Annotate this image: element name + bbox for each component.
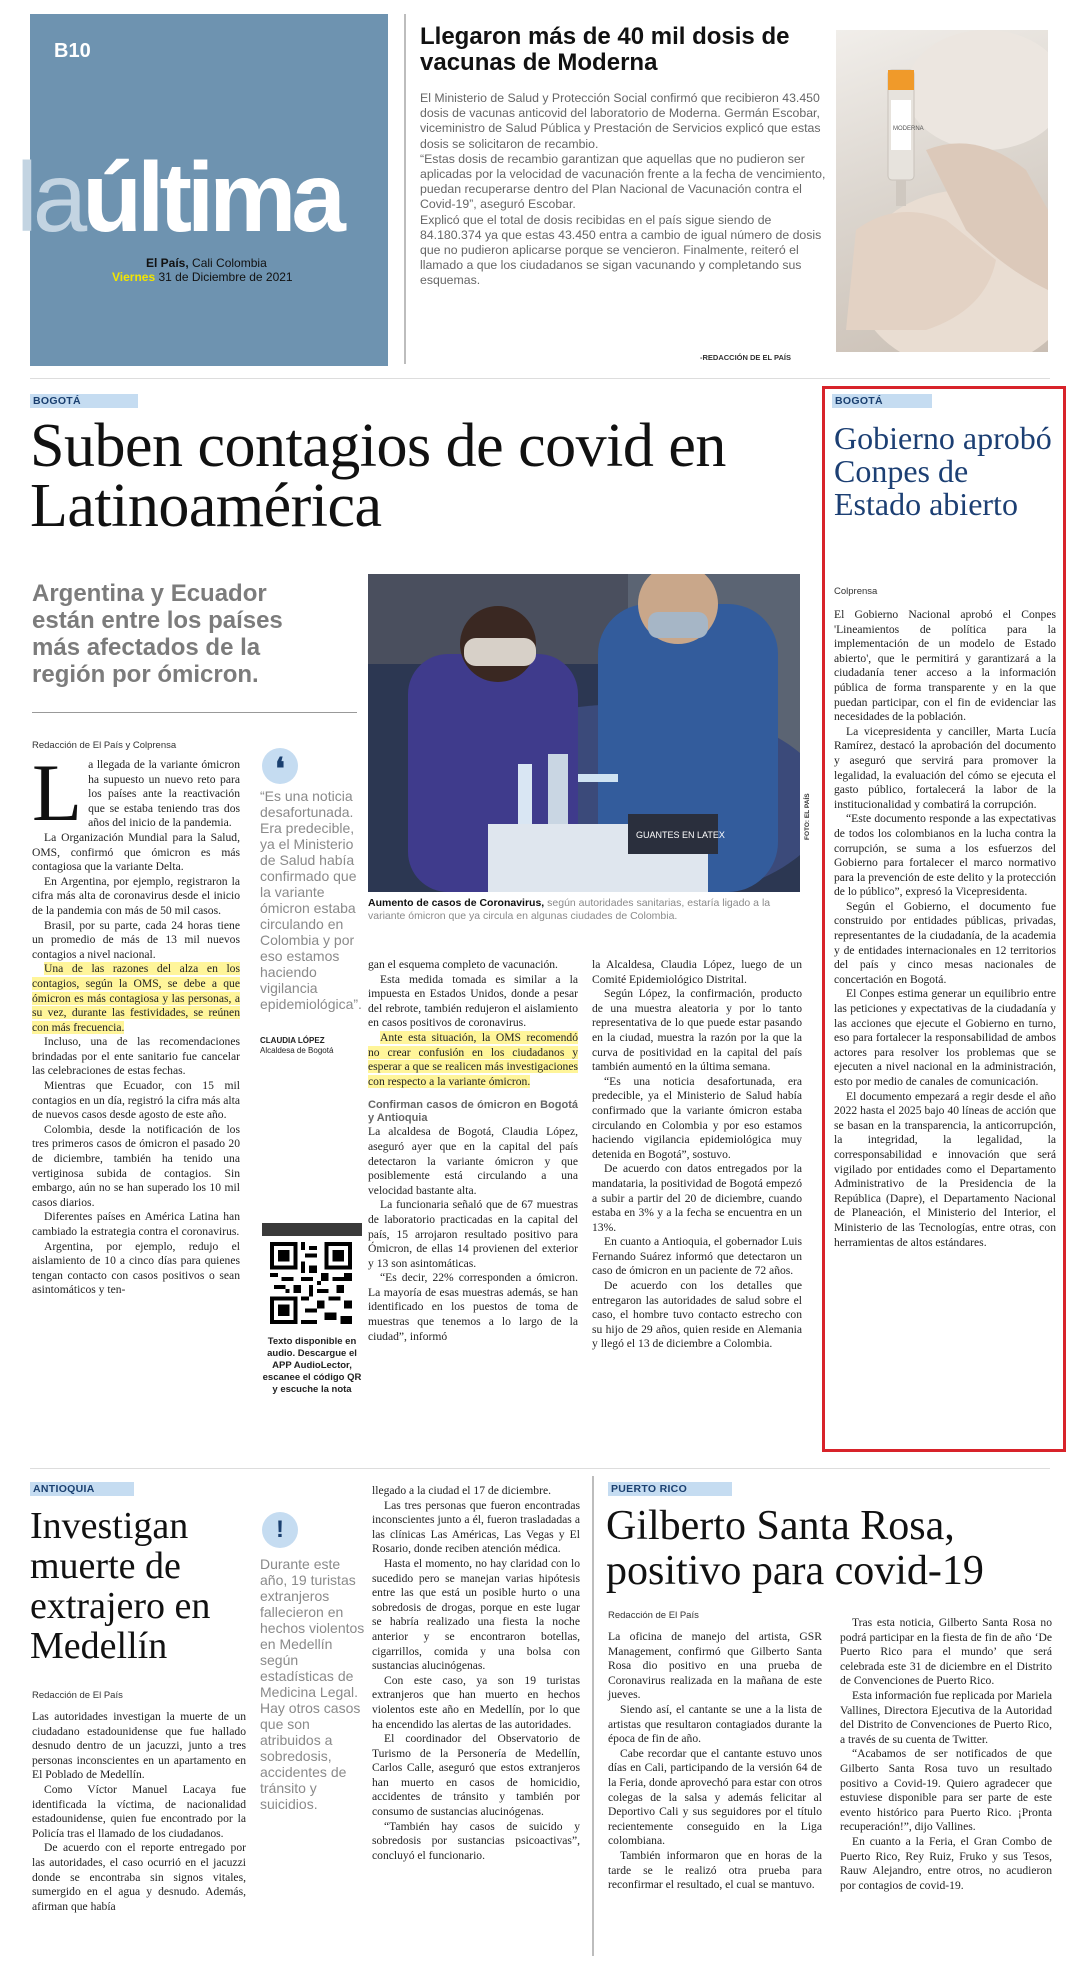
alert-icon: ! <box>262 1512 298 1548</box>
bottom-hr <box>30 1468 1050 1469</box>
pr-c2-p1: Tras esta noticia, Gilberto Santa Rosa no podrá participar en la fiesta de fin de año ‘De Puerto Rico para el mundo’ que será celebrada este 31 de diciembre en el Distrito de Convenciones de Puerto Rico. <box>840 1616 1052 1688</box>
ant-p2: Como Víctor Manuel Lacaya fue identificada la víctima, de nacionalidad estadounidense, quien fue encontrado por la Policía tras el llamado de los ciudadanos. <box>32 1782 246 1840</box>
page-number: B10 <box>54 40 91 62</box>
vaccine-photo <box>836 30 1048 352</box>
date-day: Viernes <box>112 270 156 284</box>
pr-tag: PUERTO RICO <box>608 1482 732 1496</box>
caption-text: según autoridades sanitarias, estaría ligado a la variante ómicron que ya circula en algunas ciudades de Colombia. <box>368 897 771 922</box>
top-story-credit: -REDACCIÓN DE EL PAÍS <box>700 353 791 362</box>
quote-role: Alcaldesa de Bogotá <box>260 1046 334 1055</box>
side-headline: Gobierno aprobó Conpes de Estado abierto <box>834 420 1052 522</box>
c3-p2: Esta medida tomada es similar a la impuesta en Estados Unidos, donde a pesar del rebrote, también redujeron el aislamiento en casos positivos de coronavirus. <box>368 972 578 1030</box>
main-p5-highlight: Una de las razones del alza en los contagios, según la OMS, se debe a que ómicron es más contagiosa y las personas, a su vez, durante las festividades, se reúnen con más frecuencia. <box>32 962 240 1034</box>
antioquia-byline: Redacción de El País <box>32 1690 123 1701</box>
side-section-tag: BOGOTÁ <box>832 394 932 408</box>
pr-headline: Gilberto Santa Rosa, positivo para covid-19 <box>606 1503 984 1594</box>
ant-c2-p1: llegado a la ciudad el 17 de diciembre. <box>372 1484 551 1497</box>
c4-p4: De acuerdo con datos entregados por la mandataria, la positividad de Bogotá empezó a subir a partir del 20 de diciembre, cuando estaba en 3% y a la fecha se encuentra en un 13%. <box>592 1162 802 1234</box>
top-story-title: Llegaron más de 40 mil dosis de vacunas de Moderna <box>420 23 790 76</box>
main-p9: Diferentes países en América Latina han cambiado la estrategia contra el coronavirus. <box>32 1210 240 1238</box>
pr-p1: La oficina de manejo del artista, GSR Management, confirmó que Gilberto Santa Rosa dio positivo en una prueba de Coronavirus realizada en la mañana de este jueves. <box>608 1630 822 1702</box>
gloves-box-label: GUANTES EN LATEX <box>636 830 725 840</box>
top-story-p2: Explicó que el total de dosis recibidas en el país sigue siendo de 84.180.374 ya que estas 43.450 entra a cambio de igual número de dosis que no pudieron aplicarse porque se vencieron. Finalmente, reiteró el llamado a que los ciudadanos se sigan vacunando y completando sus esquemas. <box>420 212 822 288</box>
side-p6: El documento empezará a regir desde el año 2022 hasta el 2025 bajo 40 líneas de acción que se basan en la transparencia, la anticorrupción, la integridad, la legalidad, la corresponsabilidad e innovación que será vigilado por entidades como el Departamento Administrativo de la Presidencia de la República (Dapre), el Departamento Nacional de Planeación, el Ministerio del Interior, el Ministerio de las Tecnologías, entre otras, con herramientas de altos estándares. <box>834 1089 1056 1249</box>
ant-p1: Las autoridades investigan la muerte de un ciudadano estadounidense que fue hallado desnudo dentro de un jacuzzi, junto a tres personas inconscientes en un apartamento en El Poblado de Medellín. <box>32 1710 246 1782</box>
qr-text: Texto disponible en audio. Descargue el APP AudioLector, escanee el código QR y escuche la nota <box>262 1336 362 1395</box>
photo-credit: FOTO: EL PAÍS <box>804 793 811 840</box>
antioquia-headline: Investigan muerte de extrajero en Medellín <box>30 1505 211 1667</box>
main-col-3 <box>368 958 578 1344</box>
quote-name: CLAUDIA LÓPEZ <box>260 1036 325 1045</box>
masthead-paper <box>146 256 267 270</box>
c3-p3-highlight: Ante esta situación, la OMS recomendó no crear confusión en los ciudadanos y esperar a que se realicen más investigaciones con respecto a la variante ómicron. <box>368 1030 578 1088</box>
main-pull-quote: “Es una noticia desafortunada. Era predecible, ya el Ministerio de Salud había confirmado que la variante ómicron estaba circulando en Colombia y por eso estamos haciendo vigilancia epidemiológica”. <box>260 788 362 1012</box>
main-byline: Redacción de El País y Colprensa <box>32 740 177 751</box>
side-p3: “Este documento responde a las expectativas de todos los colombianos en la lucha contra la corrupción, se suma a los esfuerzos del Gobierno para fortalecer el marco normativo para la prevención de este delito y la protección de lo público”, expresó la Vicepresidenta. <box>834 812 1056 899</box>
main-p8: Colombia, desde la notificación de los tres primeros casos de ómicron el pasado 20 de diciembre, también ha tenido una vertiginosa subida de contagios. Sin embargo, aún no se han superado los 10 mil casos diarios. <box>32 1122 240 1209</box>
antioquia-tag: ANTIOQUIA <box>30 1482 134 1496</box>
pr-p3: Cabe recordar que el cantante estuvo unos días en Cali, participando de la versión 64 de la Feria, donde aprovechó para estar con otros colegas de la salsa y además felicitar al Deportivo Cali y sus seguidores por el título recientemente conseguido en la Liga colombiana. <box>608 1746 822 1848</box>
antioquia-col-2 <box>372 1484 580 1863</box>
main-section-tag: BOGOTÁ <box>30 394 138 408</box>
photo-caption <box>368 897 800 923</box>
side-p5: El Conpes estima generar un equilibrio entre las peticiones y expectativas de la ciudadanía y las acciones que ejecute el Gobierno en turno, eso para fortalecer la responsabilidad de ambos actores para resolver los problemas que se ejecuten a nivel nacional en la administración, esto por medio de canales de comunicación. <box>834 987 1056 1088</box>
main-p2: La Organización Mundial para la Salud, OMS, confirmó que ómicron es más contagiosa que la variante Delta. <box>32 830 240 874</box>
pr-p4: También informaron que en horas de la tarde se le realizó otra prueba para reconfirmar el resultado, el cual se mantuvo. <box>608 1848 822 1892</box>
side-body <box>834 608 1056 1250</box>
paper-city: Cali Colombia <box>192 256 267 270</box>
caption-bold: Aumento de casos de Coronavirus, <box>368 897 545 909</box>
c4-p5: En cuanto a Antioquia, el gobernador Luis Fernando Suárez informó que detectaron un caso de ómicron en un paciente de 72 años. <box>592 1235 802 1278</box>
main-col-4 <box>592 958 802 1352</box>
qr-code-art <box>270 1242 352 1324</box>
masthead-date <box>112 270 293 284</box>
pr-p2: Siendo así, el cantante se une a la lista de artistas que resultaron contagiados durante la época de fin de año. <box>608 1702 822 1746</box>
pr-byline: Redacción de El País <box>608 1610 699 1621</box>
main-p4: Brasil, por su parte, cada 24 horas tiene un promedio de más de 13 mil nuevos contagios a nivel nacional. <box>32 918 240 961</box>
main-col-1 <box>32 747 240 1298</box>
antioquia-col-1 <box>32 1710 246 1914</box>
main-p7: Mientras que Ecuador, con 15 mil contagios en un día, registró la cifra más alta de nuevos casos desde agosto de este año. <box>32 1079 240 1122</box>
side-byline: Colprensa <box>834 586 878 597</box>
c3-p5: La funcionaria señaló que de 67 muestras de laboratorio practicadas en la capital del país, 15 arrojaron resultado positivo para Ómicron, de ellas 14 provienen del exterior y 13 son asintomáticas. <box>368 1198 578 1270</box>
covid-photo <box>368 574 800 892</box>
side-p1: El Gobierno Nacional aprobó el Conpes 'Lineamientos de política para la implementación de un modelo de Estado abierto', que le permitirá y garantizará a la ciudadanía tener acceso a la información pública de forma transparente y en la que puedan participar, con el fin de evidenciar las necesidades de la población. <box>834 608 1056 724</box>
c3-p6: “Es decir, 22% corresponden a ómicron. La mayoría de esas muestras además, se han identificado en los puestos de toma de muestras que tenemos a lo largo de la ciudad”, informó <box>368 1271 578 1343</box>
main-headline: Suben contagios de covid en Latinoamérica <box>30 412 726 540</box>
top-story-quote: “Estas dosis de recambio garantizan que aquellas que no pudieron ser aplicadas por la velocidad de vacunación frente a la fecha de vencimiento, puedan recuperarse dentro del Plan Nacional de Vacunación contra el Covid-19”, aseguró Escobar. <box>420 151 826 212</box>
antioquia-pull-quote: Durante este año, 19 turistas extranjeros fallecieron en hechos violentos en Medellín según estadísticas de Medicina Legal. Hay otros casos que son atribuidos a sobredosis, accidentes de tránsito y suicidios. <box>260 1556 365 1812</box>
c4-p3: “Es una noticia desafortunada, era predecible, ya el Ministerio de Salud había confirmado que la variante ómicron estaba circulando en Colombia y por eso estamos haciendo vigilancia epidemiológica muy detenida en Bogotá”, sostuvo. <box>592 1074 802 1161</box>
top-divider <box>404 14 406 364</box>
svg-text:MODERNA: MODERNA <box>893 126 924 132</box>
pr-c2-p4: En cuanto a la Feria, el Gran Combo de Puerto Rico, Rey Ruiz, Fruko y sus Tesos, Rauw Alejandro, entre otros, no acudieron por contagios de covid-19. <box>840 1834 1052 1892</box>
date-text: 31 de Diciembre de 2021 <box>158 270 293 284</box>
ant-c2-p2: Las tres personas que fueron encontradas inconscientes junto a él, fueron trasladadas a las clínicas Las Américas, Las Vegas y El Rosario, donde reciben atención médica. <box>372 1498 580 1556</box>
top-story-body <box>420 91 826 289</box>
brand-suffix: última <box>82 142 341 252</box>
ant-p3: De acuerdo con el reporte entregado por las autoridades, el caso ocurrió en el jacuzzi donde se encontraba sin signos vitales, sumergido en el agua y desnudo. Además, afirman que había <box>32 1841 246 1913</box>
top-hr <box>30 378 1050 379</box>
quote-icon: ❛ <box>262 748 298 784</box>
side-p2: La vicepresidenta y canciller, Marta Lucía Ramírez, destacó la aprobación del documento y aseguró que servirá para promover la legalidad, la evaluación del cómo se ejecuta el gasto público, fortalecerá la labor de la institucionalidad y combatirá la corrupción. <box>834 724 1056 811</box>
side-p4: Según el Gobierno, el documento fue construido por entidades públicas, privadas, representantes de la ciudadanía, de la academia y de entidades internacionales en 12 territorios del país y cinco mesas nacionales de concertación en Bogotá. <box>834 899 1056 986</box>
ant-c2-p5: El coordinador del Observatorio de Turismo de la Personería de Medellín, Carlos Calle, aseguró que estos extranjeros han muerto en casos de homicidio, accidentes de tránsito y también por consumo de sustancias alucinógenas. <box>372 1732 580 1819</box>
qr-bar <box>262 1223 362 1236</box>
c3-p4: La alcaldesa de Bogotá, Claudia López, aseguró ayer que en la capital del país detectaron la variante ómicron y que posiblemente está circulando a una velocidad bastante alta. <box>368 1125 578 1197</box>
brand-prefix: la <box>16 142 83 252</box>
ant-c2-p4: Con este caso, ya son 19 turistas extranjeros que han muerto en hechos violentos este año en Medellín, por lo que ha encendido las alertas de las autoridades. <box>372 1673 580 1731</box>
bottom-divider <box>592 1476 594 1956</box>
c4-p6: De acuerdo con los detalles que entregaron las autoridades de salud sobre el caso, el hombre tuvo contacto estrecho con su hijo de 29 años, quien reside en Alemania y llegó el 13 de diciembre a Colombia. <box>592 1279 802 1351</box>
vaccine-photo-art <box>836 30 1048 352</box>
c3-p1: gan el esquema completo de vacunación. <box>368 958 558 971</box>
c4-p1: la Alcaldesa, Claudia López, luego de un Comité Epidemiológico Distrital. <box>592 958 802 986</box>
pr-c2-p2: Esta información fue replicada por Mariela Vallines, Directora Ejecutiva de la Autoridad del Distrito de Convenciones de Puerto Rico, a través de su cuenta de Twitter. <box>840 1688 1052 1746</box>
main-subhead: Argentina y Ecuador están entre los países más afectados de la región por ómicron. <box>32 580 283 688</box>
ant-c2-p3: Hasta el momento, no hay claridad con lo sucedido pero se manejan varias hipótesis entre las que está un posible hurto o una sobredosis de drogas, porque en este lugar se habría realizado una fiesta la noche anterior y se encontraron botellas, cigarrillos, comida y una bolsa con sustancias alucinógenas. <box>372 1556 580 1673</box>
main-p3: En Argentina, por ejemplo, registraron la cifra más alta de coronavirus desde el inicio de la pandemia con más de 50 mil casos. <box>32 874 240 917</box>
c4-p2: Según López, la confirmación, producto de una muestra aleatoria y por lo tanto representativa de lo que puede estar pasando en la ciudad, muestra la razón por la que la curva de positividad en la capital del país también aumentó en la última semana. <box>592 987 802 1074</box>
pr-col-2 <box>840 1616 1052 1893</box>
qr-code <box>270 1242 352 1324</box>
top-story-p1: El Ministerio de Salud y Protección Social confirmó que recibieron 43.450 dosis de vacunas anticovid del laboratorio de Moderna. Germán Escobar, viceministro de Salud Pública y Prestación de Servicios explicó que estas dosis se solicitaron de recambio. <box>420 91 821 151</box>
main-p6: Incluso, una de las recomendaciones brindadas por el ente sanitario fue cancelar las celebraciones de estas fechas. <box>32 1035 240 1078</box>
pr-c2-p3: “Acabamos de ser notificados de que Gilberto Santa Rosa tuvo un resultado positivo a Covid-19. Quiero agradecer que estuviese disponible para ser parte de este evento histórico para Puerto Rico. ¡Pronta recuperación!”, dijo Vallines. <box>840 1747 1052 1834</box>
c3-subhead: Confirman casos de ómicron en Bogotá y Antioquia <box>368 1099 578 1125</box>
masthead-block <box>16 14 388 366</box>
covid-photo-art <box>368 574 800 892</box>
ant-c2-p6: “También hay casos de suicido y sobredosis por sustancias psicoactivas”, concluyó el funcionario. <box>372 1819 580 1862</box>
pr-col-1 <box>608 1630 822 1893</box>
dropcap: L <box>32 747 83 838</box>
subhead-rule <box>32 712 357 713</box>
main-p1: a llegada de la variante ómicron ha supuesto un nuevo reto para los países ante la reactivación que se estaba teniendo tras dos años del inicio de la pandemia. <box>88 758 240 830</box>
main-p10: Argentina, por ejemplo, redujo el aislamiento de 10 a cinco días para quienes tengan contacto con casos positivos o sean asintomáticos y ten- <box>32 1239 240 1297</box>
brand-logo <box>16 142 341 252</box>
paper-name: El País, <box>146 256 189 270</box>
